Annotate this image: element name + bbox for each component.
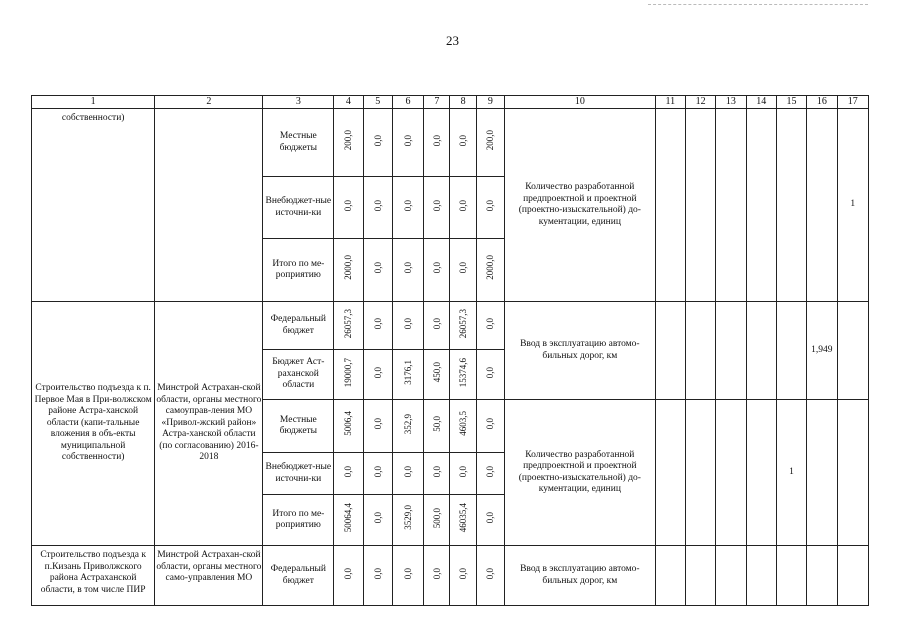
indicator-value-cell	[776, 302, 806, 400]
event-name-cell: собственности)	[32, 109, 155, 302]
amount-cell: 0,0	[476, 302, 504, 350]
indicator-value-cell	[655, 302, 685, 400]
amount-cell: 0,0	[476, 546, 504, 606]
amount-cell: 0,0	[363, 400, 392, 453]
funding-source-cell: Внебюджет-ные источни-ки	[263, 453, 334, 495]
event-name-cell: Строительство подъезда к п. Первое Мая в При-волжском районе Астра-ханской области (капи-тальные вложения в объ-екты муниципальной собственности)	[32, 302, 155, 546]
amount-cell: 200,0	[334, 109, 363, 177]
amount-cell: 0,0	[363, 350, 392, 400]
amount-cell: 26057,3	[450, 302, 476, 350]
amount-cell: 0,0	[363, 302, 392, 350]
header-cell: 15	[776, 96, 806, 109]
table-row	[32, 109, 869, 177]
amount-cell: 0,0	[334, 546, 363, 606]
amount-cell: 0,0	[450, 239, 476, 302]
indicator-value-cell	[685, 546, 715, 606]
amount-cell: 0,0	[334, 453, 363, 495]
indicator-value-cell	[746, 546, 776, 606]
amount-cell: 0,0	[476, 453, 504, 495]
indicator-cell: Ввод в эксплуатацию автомо-бильных дорог, км	[505, 546, 656, 606]
header-cell: 16	[807, 96, 837, 109]
amount-cell: 19000,7	[334, 350, 363, 400]
event-name-cell: Строительство подъезда к п.Кизань Приволжского района Астраханской области, в том числе ПИР	[32, 546, 155, 606]
indicator-value-cell	[716, 400, 746, 546]
funding-source-cell: Итого по ме-роприятию	[263, 239, 334, 302]
table-row	[32, 546, 869, 606]
amount-cell: 0,0	[363, 109, 392, 177]
executor-cell: Минстрой Астрахан-ской области, органы местного самоуправ-ления МО «Привол-жский район» Астра-ханской области (по согласованию) 2016-2018	[155, 302, 263, 546]
amount-cell: 50,0	[424, 400, 450, 453]
funding-source-cell: Местные бюджеты	[263, 400, 334, 453]
amount-cell: 0,0	[424, 239, 450, 302]
amount-cell: 0,0	[424, 177, 450, 239]
amount-cell: 2000,0	[334, 239, 363, 302]
amount-cell: 0,0	[392, 177, 423, 239]
amount-cell: 0,0	[476, 495, 504, 546]
amount-cell: 0,0	[392, 453, 423, 495]
amount-cell: 0,0	[363, 453, 392, 495]
amount-cell: 0,0	[363, 546, 392, 606]
header-cell: 13	[716, 96, 746, 109]
indicator-value-cell	[655, 109, 685, 302]
indicator-cell: Количество разработанной предпроектной и проектной (проектно-изыскательной) до-кументации, единиц	[505, 109, 656, 302]
amount-cell: 46035,4	[450, 495, 476, 546]
header-cell: 10	[505, 96, 656, 109]
header-cell: 5	[363, 96, 392, 109]
header-cell: 9	[476, 96, 504, 109]
indicator-value-cell	[655, 400, 685, 546]
executor-cell: Минстрой Астрахан-ской области, органы местного само-управления МО	[155, 546, 263, 606]
amount-cell: 0,0	[450, 109, 476, 177]
indicator-value-cell	[807, 546, 837, 606]
indicator-value-cell	[746, 400, 776, 546]
amount-cell: 0,0	[424, 302, 450, 350]
indicator-value-cell	[716, 109, 746, 302]
indicator-value-cell	[655, 546, 685, 606]
header-cell: 4	[334, 96, 363, 109]
header-cell: 3	[263, 96, 334, 109]
budget-table	[31, 95, 869, 606]
header-cell: 8	[450, 96, 476, 109]
header-cell: 6	[392, 96, 423, 109]
amount-cell: 3176,1	[392, 350, 423, 400]
amount-cell: 0,0	[450, 546, 476, 606]
indicator-value-cell: 1,949	[807, 302, 837, 400]
executor-cell	[155, 109, 263, 302]
indicator-value-cell	[837, 400, 868, 546]
amount-cell: 2000,0	[476, 239, 504, 302]
amount-cell: 0,0	[424, 546, 450, 606]
indicator-value-cell: 1	[837, 109, 868, 302]
amount-cell: 0,0	[424, 453, 450, 495]
indicator-value-cell	[716, 302, 746, 400]
indicator-value-cell	[807, 109, 837, 302]
amount-cell: 0,0	[476, 400, 504, 453]
amount-cell: 0,0	[392, 109, 423, 177]
amount-cell: 0,0	[363, 177, 392, 239]
funding-source-cell: Внебюджет-ные источни-ки	[263, 177, 334, 239]
header-cell: 11	[655, 96, 685, 109]
amount-cell: 500,0	[424, 495, 450, 546]
header-cell: 14	[746, 96, 776, 109]
funding-source-cell: Итого по ме-роприятию	[263, 495, 334, 546]
indicator-cell: Количество разработанной предпроектной и проектной (проектно-изыскательной) до-кументации, единиц	[505, 400, 656, 546]
indicator-value-cell	[685, 302, 715, 400]
amount-cell: 50064,4	[334, 495, 363, 546]
amount-cell: 26057,3	[334, 302, 363, 350]
indicator-value-cell	[685, 109, 715, 302]
amount-cell: 0,0	[392, 546, 423, 606]
amount-cell: 450,0	[424, 350, 450, 400]
header-cell: 1	[32, 96, 155, 109]
indicator-value-cell: 1	[776, 400, 806, 546]
indicator-value-cell	[746, 302, 776, 400]
indicator-value-cell	[776, 546, 806, 606]
amount-cell: 0,0	[392, 239, 423, 302]
indicator-value-cell	[746, 109, 776, 302]
indicator-value-cell	[807, 400, 837, 546]
amount-cell: 4603,5	[450, 400, 476, 453]
amount-cell: 0,0	[424, 109, 450, 177]
amount-cell: 15374,6	[450, 350, 476, 400]
header-cell: 7	[424, 96, 450, 109]
header-cell: 17	[837, 96, 868, 109]
indicator-value-cell	[837, 302, 868, 400]
amount-cell: 0,0	[363, 495, 392, 546]
amount-cell: 0,0	[476, 177, 504, 239]
amount-cell: 352,9	[392, 400, 423, 453]
funding-source-cell: Федеральный бюджет	[263, 546, 334, 606]
amount-cell: 0,0	[450, 177, 476, 239]
indicator-value-cell	[776, 109, 806, 302]
amount-cell: 0,0	[363, 239, 392, 302]
amount-cell: 0,0	[334, 177, 363, 239]
amount-cell: 0,0	[476, 350, 504, 400]
indicator-value-cell	[685, 400, 715, 546]
amount-cell: 3529,0	[392, 495, 423, 546]
top-dashed-line	[648, 4, 868, 5]
page-number: 23	[446, 33, 459, 48]
funding-source-cell: Федеральный бюджет	[263, 302, 334, 350]
amount-cell: 0,0	[392, 302, 423, 350]
amount-cell: 200,0	[476, 109, 504, 177]
header-cell: 12	[685, 96, 715, 109]
indicator-value-cell	[716, 546, 746, 606]
table-row	[32, 302, 869, 350]
indicator-cell: Ввод в эксплуатацию автомо-бильных дорог, км	[505, 302, 656, 400]
amount-cell: 0,0	[450, 453, 476, 495]
header-cell: 2	[155, 96, 263, 109]
funding-source-cell: Бюджет Аст-раханской области	[263, 350, 334, 400]
indicator-value-cell	[837, 546, 868, 606]
header-row	[32, 96, 869, 109]
amount-cell: 5006,4	[334, 400, 363, 453]
funding-source-cell: Местные бюджеты	[263, 109, 334, 177]
